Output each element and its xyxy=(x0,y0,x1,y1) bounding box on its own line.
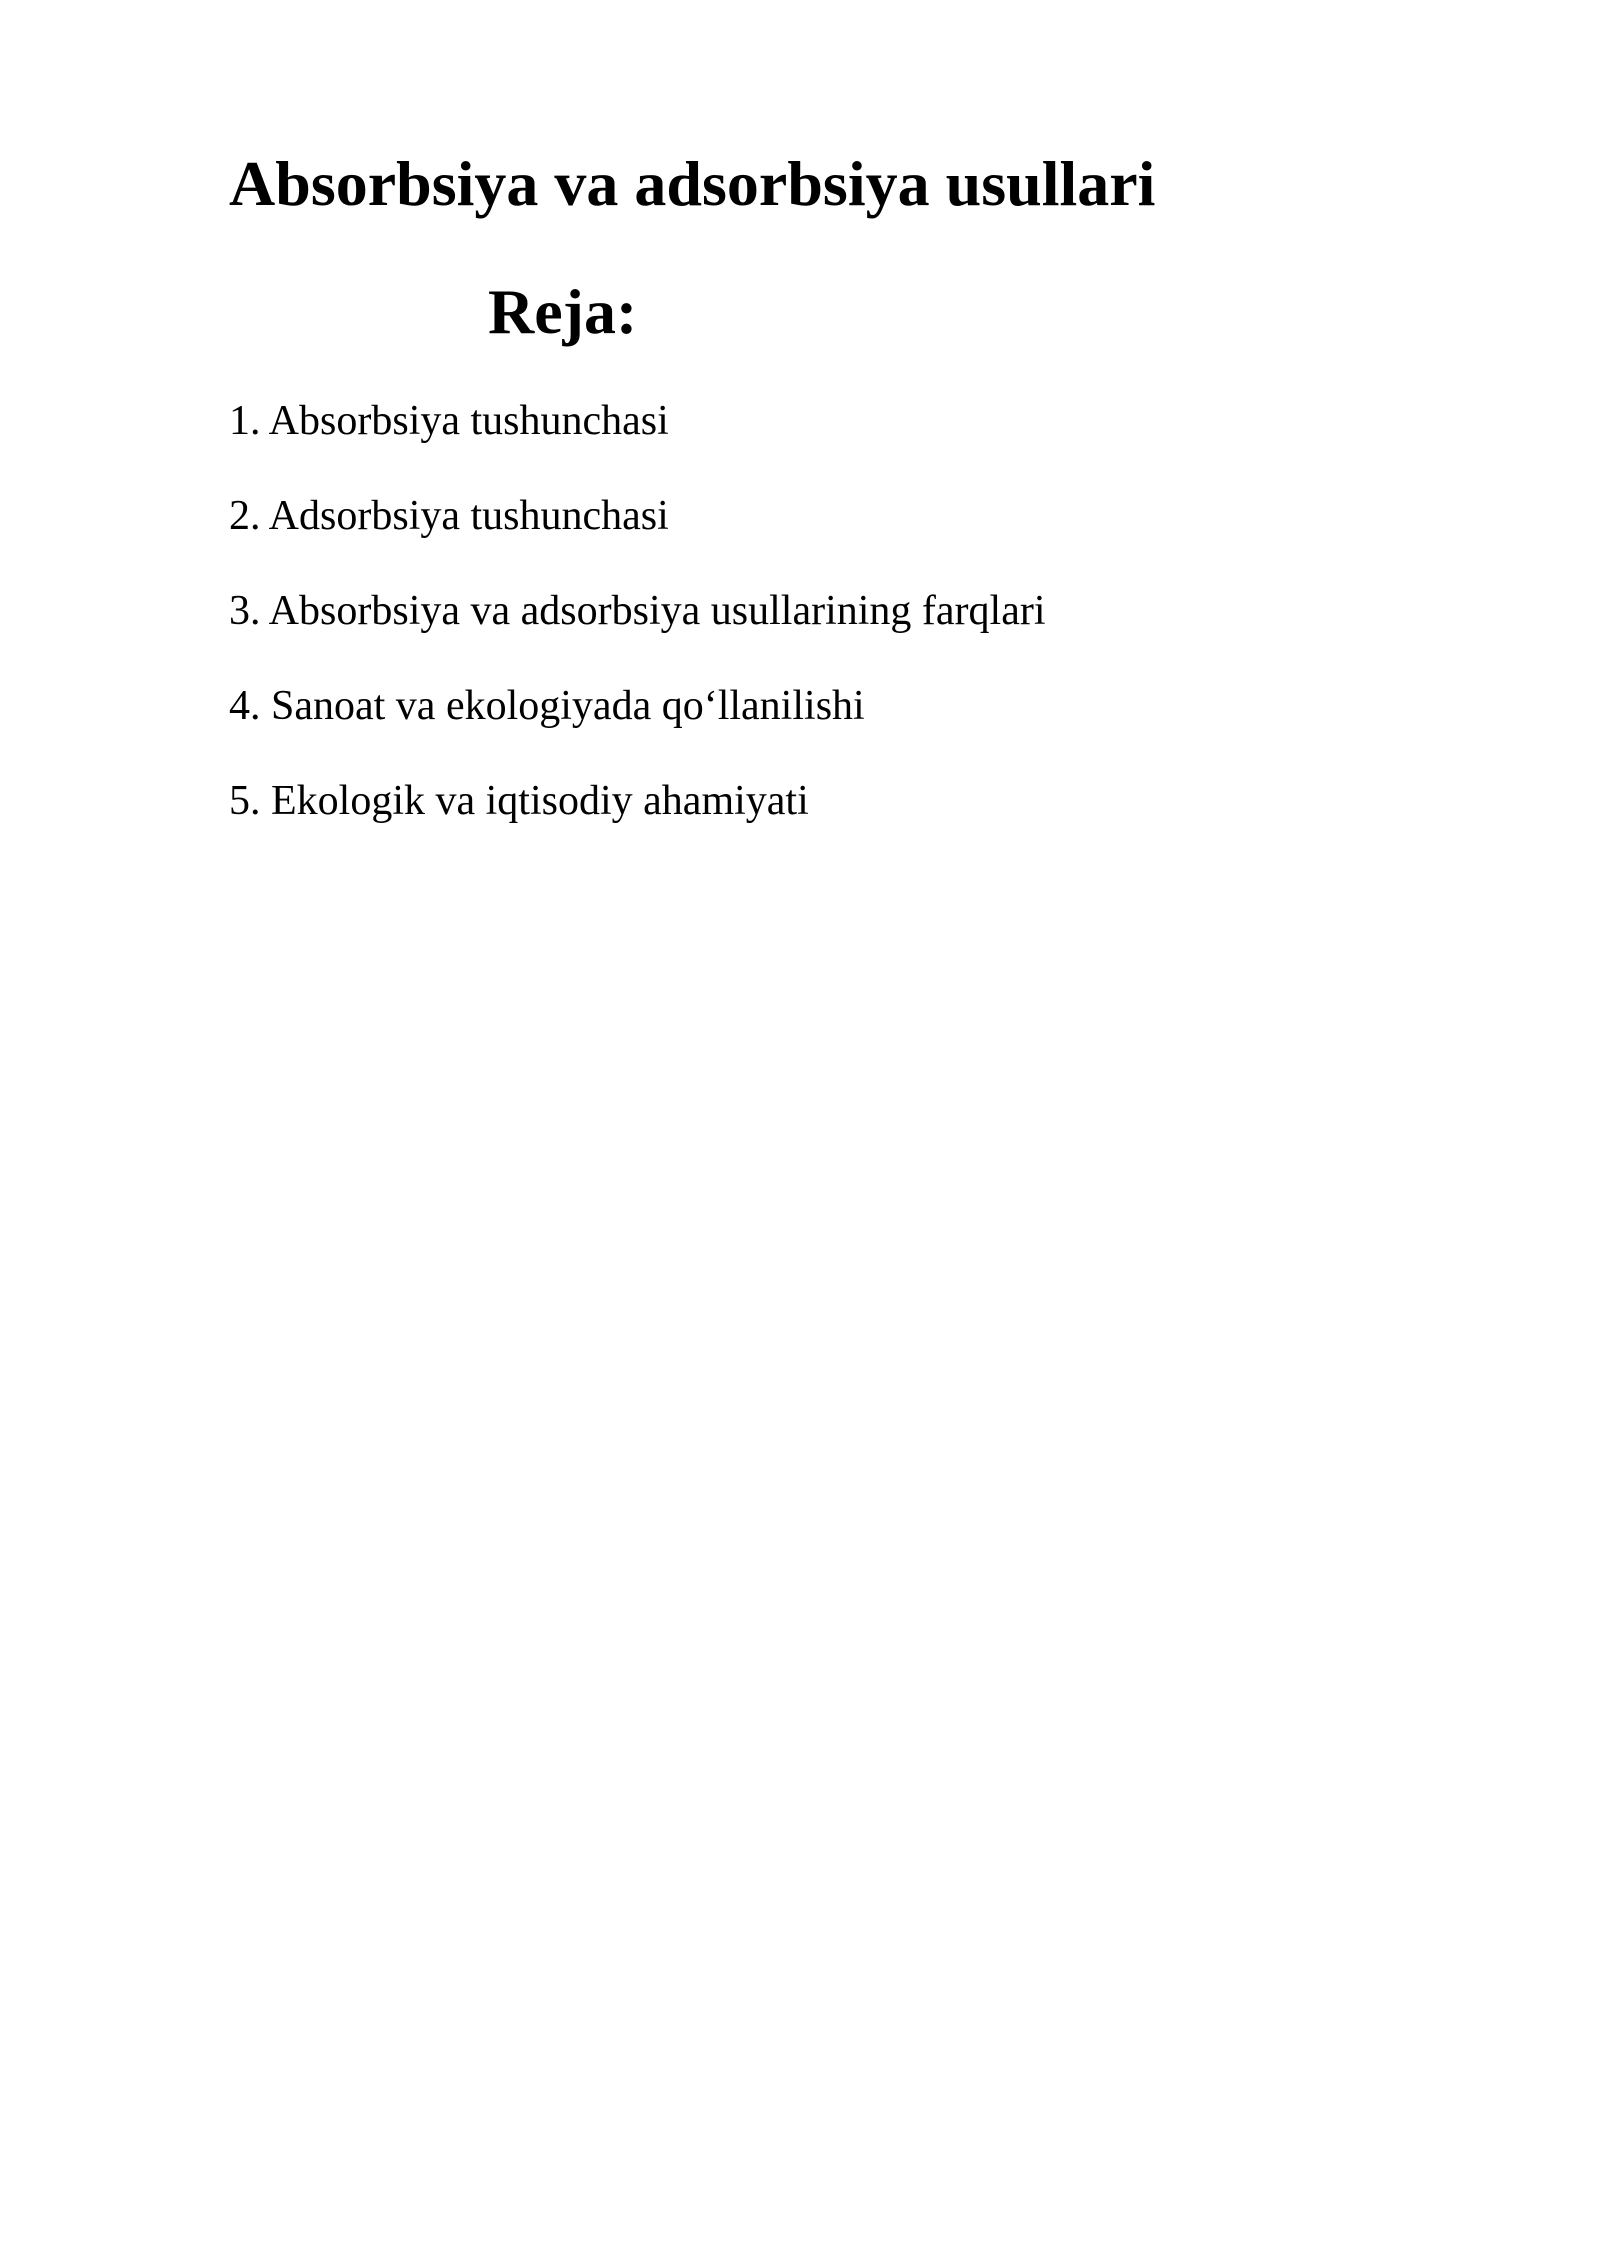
plan-item-5: 5. Ekologik va iqtisodiy ahamiyati xyxy=(229,778,809,824)
plan-heading: Reja: xyxy=(488,276,638,347)
plan-item-3: 3. Absorbsiya va adsorbsiya usullarining farqlari xyxy=(229,588,1046,634)
plan-item-4: 4. Sanoat va ekologiyada qo‘llanilishi xyxy=(229,683,865,729)
document-title: Absorbsiya va adsorbsiya usullari xyxy=(229,148,1156,219)
plan-list xyxy=(229,400,1046,875)
plan-item-2: 2. Adsorbsiya tushunchasi xyxy=(229,493,669,539)
plan-item-1: 1. Absorbsiya tushunchasi xyxy=(229,398,669,444)
